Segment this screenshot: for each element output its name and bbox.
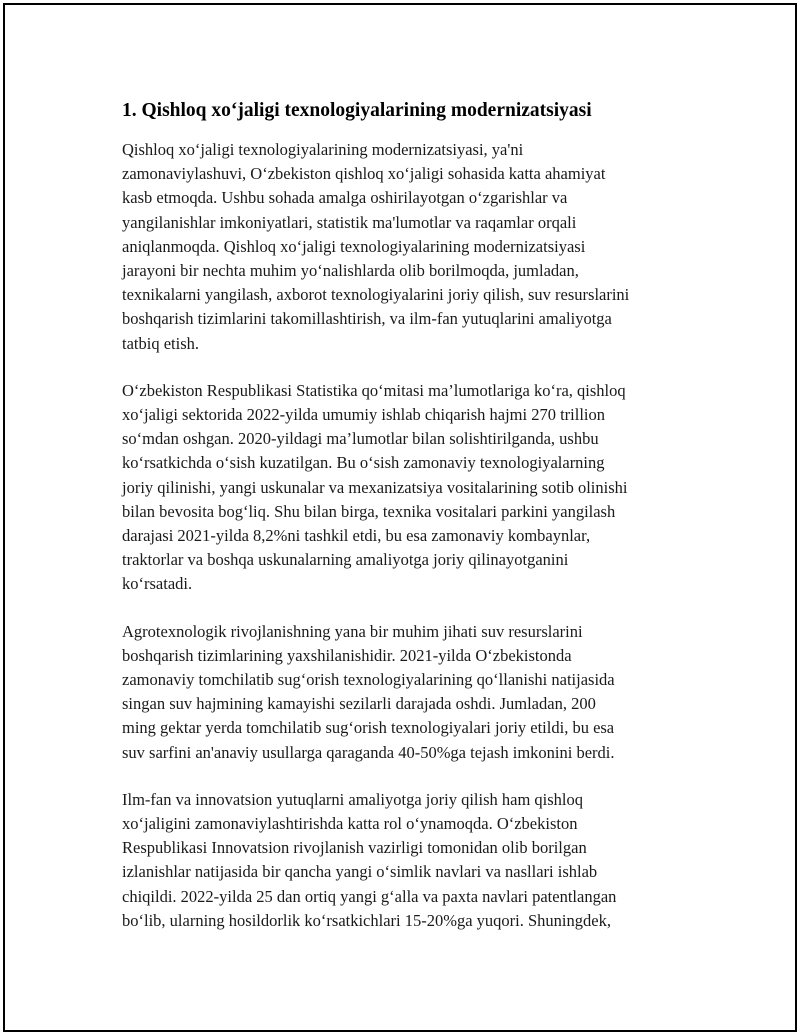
text-line: Agrotexnologik rivojlanishning yana bir muhim jihati suv resurslarini (122, 621, 583, 641)
text-line: yangilanishlar imkoniyatlari, statistik ma'lumotlar va raqamlar orqali (122, 212, 577, 232)
text-line: boshqarish tizimlarining yaxshilanishidir. 2021-yilda O‘zbekistonda (122, 645, 572, 665)
paragraph-statistics (122, 379, 687, 597)
paragraph-innovation (122, 788, 687, 933)
text-line: ko‘rsatadi. (122, 574, 193, 594)
text-line: O‘zbekiston Respublikasi Statistika qo‘mitasi ma’lumotlariga ko‘ra, qishloq (122, 380, 626, 400)
text-line: jarayoni bir nechta muhim yo‘nalishlarda olib borilmoqda, jumladan, (122, 261, 579, 281)
text-line: bo‘lib, ularning hosildorlik ko‘rsatkichlari 15-20%ga yuqori. Shuningdek, (122, 910, 611, 930)
text-line: kasb etmoqda. Ushbu sohada amalga oshirilayotgan o‘zgarishlar va (122, 188, 568, 208)
text-line: boshqarish tizimlarini takomillashtirish, va ilm-fan yutuqlarini amaliyotga (122, 309, 612, 329)
text-line: aniqlanmoqda. Qishloq xo‘jaligi texnologiyalarining modernizatsiyasi (122, 236, 586, 256)
text-line: zamonaviylashuvi, O‘zbekiston qishloq xo‘jaligi sohasida katta ahamiyat (122, 164, 606, 184)
text-line: so‘mdan oshgan. 2020-yildagi ma’lumotlar bilan solishtirilganda, ushbu (122, 429, 599, 449)
text-line: bilan bevosita bog‘liq. Shu bilan birga, texnika vositalari parkini yangilash (122, 501, 616, 521)
text-line: ko‘rsatkichda o‘sish kuzatilgan. Bu o‘sish zamonaviy texnologiyalarning (122, 453, 605, 473)
text-line: traktorlar va boshqa uskunalarning amaliyotga joriy qilinayotganini (122, 550, 569, 570)
text-line: Respublikasi Innovatsion rivojlanish vazirligi tomonidan olib borilgan (122, 838, 587, 858)
text-line: xo‘jaligini zamonaviylashtirishda katta rol o‘ynamoqda. O‘zbekiston (122, 814, 578, 834)
text-line: ming gektar yerda tomchilatib sug‘orish texnologiyalari joriy etildi, bu esa (122, 718, 615, 738)
paragraph-water-resources (122, 620, 687, 765)
section-heading: 1. Qishloq xo‘jaligi texnologiyalarining modernizatsiyasi (122, 100, 592, 121)
text-line: chiqildi. 2022-yilda 25 dan ortiq yangi g‘alla va paxta navlari patentlangan (122, 886, 617, 906)
document-body (122, 97, 687, 956)
text-line: Qishloq xo‘jaligi texnologiyalarining modernizatsiyasi, ya'ni (122, 140, 524, 159)
text-line: zamonaviy tomchilatib sug‘orish texnologiyalarining qo‘llanishi natijasida (122, 670, 615, 690)
text-line: singan suv hajmining kamayishi sezilarli darajada oshdi. Jumladan, 200 (122, 694, 596, 714)
text-line: darajasi 2021-yilda 8,2%ni tashkil etdi, bu esa zamonaviy kombaynlar, (122, 526, 591, 546)
text-line: xo‘jaligi sektorida 2022-yilda umumiy ishlab chiqarish hajmi 270 trillion (122, 405, 606, 425)
page-frame (3, 3, 797, 1032)
text-line: izlanishlar natijasida bir qancha yangi o‘simlik navlari va nasllari ishlab (122, 862, 598, 882)
text-line: Ilm-fan va innovatsion yutuqlarni amaliyotga joriy qilish ham qishloq (122, 789, 584, 809)
paragraph-modernization-intro (122, 138, 687, 356)
text-line: joriy qilinishi, yangi uskunalar va mexanizatsiya vositalarining sotib olinishi (122, 477, 628, 497)
text-line: suv sarfini an'anaviy usullarga qaraganda 40-50%ga tejash imkonini berdi. (122, 742, 615, 762)
text-line: tatbiq etish. (122, 333, 199, 353)
text-line: texnikalarni yangilash, axborot texnologiyalarini joriy qilish, suv resurslarini (122, 285, 630, 305)
